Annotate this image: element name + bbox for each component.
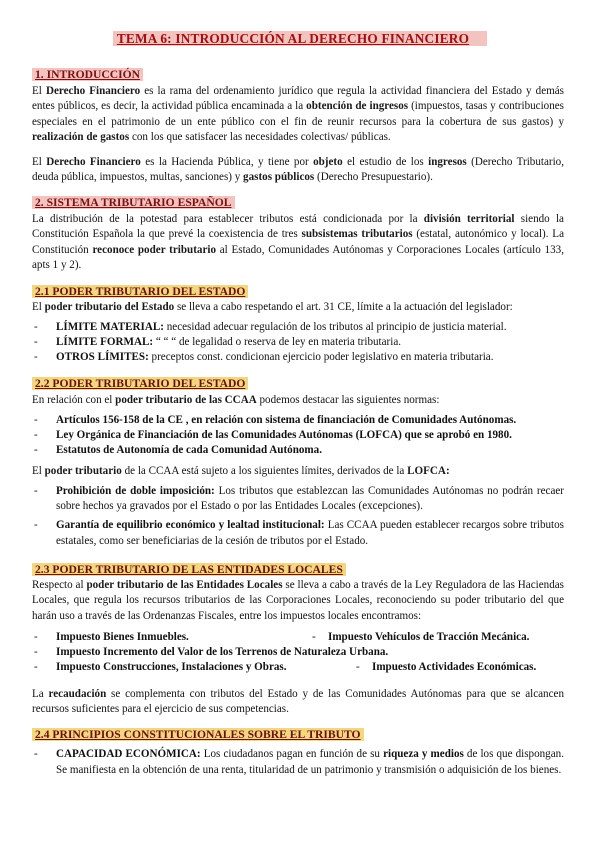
heading-principios-constitucionales: 2.4 PRINCIPIOS CONSTITUCIONALES SOBRE EL TRIBUTO — [32, 728, 364, 742]
list-item: - Ley Orgánica de Financiación de las Comunidades Autónomas (LOFCA) que se aprobó en 1980. — [32, 428, 564, 443]
list-limites-estado — [32, 320, 564, 366]
list-limites-ccaa — [32, 484, 564, 549]
list-item: - Artículos 156-158 de la CE , en relación con sistema de financiación de Comunidades Autónomas. — [32, 413, 564, 428]
paragraph-intro-2: El Derecho Financiero es la Hacienda Pública, y tiene por objeto el estudio de los ingresos (Derecho Tributario, deuda pública, impuestos, multas, sanciones) y gastos públicos (Derecho Presupuestario). — [32, 156, 564, 184]
paragraph-ccaa-intro: En relación con el poder tributario de las CCAA podemos destacar las siguientes normas: — [32, 394, 440, 406]
list-item: - OTROS LÍMITES: preceptos const. condicionan ejercicio poder legislativo en materia tributaria. — [32, 350, 564, 365]
list-item: - Estatutos de Autonomía de cada Comunidad Autónoma. — [32, 443, 564, 458]
list-item: - CAPACIDAD ECONÓMICA: Los ciudadanos pagan en función de su riqueza y medios de los que dispongan. Se manifiesta en la obtención de una renta, titularidad de un patrimonio y transmisión o adquisición de los bienes. — [32, 747, 564, 778]
list-principios — [32, 747, 564, 778]
list-normas-ccaa — [32, 413, 564, 459]
paragraph-sistema-tributario: La distribución de la potestad para establecer tributos está condicionada por la división territorial siendo la Constitución Española la que prevé la coexistencia de tres subsistemas tributarios (estatal, autonómico y local). La Constitución reconoce poder tributario al Estado, Comunidades Autónomas y Corporaciones Locales (artículo 133, apts 1 y 2). — [32, 213, 564, 272]
list-item: - LÍMITE FORMAL: “ “ “ de legalidad o reserva de ley en materia tributaria. — [32, 335, 564, 350]
list-impuestos-locales — [32, 630, 564, 676]
heading-poder-tributario-estado: 2.1 PODER TRIBUTARIO DEL ESTADO — [32, 285, 248, 299]
list-item: - Impuesto Incremento del Valor de los Terrenos de Naturaleza Urbana. — [32, 645, 564, 660]
list-item: - Prohibición de doble imposición: Los tributos que establezcan las Comunidades Autónomas no podrán recaer sobre hechos ya gravados por el Estado o por las Entidades Locales (excepciones). — [32, 484, 564, 514]
list-item: - Impuesto Construcciones, Instalaciones y Obras. - Impuesto Actividades Económicas. — [32, 660, 564, 675]
page-title: TEMA 6: INTRODUCCIÓN AL DERECHO FINANCIERO — [0, 30, 600, 48]
list-item: - Garantía de equilibrio económico y lealtad institucional: Las CCAA pueden establecer recargos sobre tributos estatales, como ser beneficiarias de la cesión de tributos por el Estado. — [32, 518, 564, 548]
paragraph-limites-lofca: El poder tributario de la CCAA está sujeto a los siguientes límites, derivados de la LOFCA: — [32, 465, 450, 477]
paragraph-entidades-locales: Respecto al poder tributario de las Entidades Locales se lleva a cabo a través de la Ley Reguladora de las Haciendas Locales, que regula los recursos tributarios de las Corporaciones Locales, reconociendo su poder tributario del que harán uso a través de las Ordenanzas Fiscales, entre los impuestos locales encontramos: — [32, 579, 564, 622]
paragraph-recaudacion: La recaudación se complementa con tributos del Estado y de las Comunidades Autónomas para que se alcancen recursos suficientes para el ejercicio de sus competencias. — [32, 688, 564, 716]
list-item: - LÍMITE MATERIAL: necesidad adecuar regulación de los tributos al principio de justicia material. — [32, 320, 564, 335]
heading-sistema-tributario: 2. SISTEMA TRIBUTARIO ESPAÑOL — [32, 196, 235, 210]
heading-introduccion: 1. INTRODUCCIÓN — [32, 68, 143, 82]
list-item: - Impuesto Bienes Inmuebles. - Impuesto Vehículos de Tracción Mecánica. — [32, 630, 564, 645]
paragraph-intro-1: El Derecho Financiero es la rama del ordenamiento jurídico que regula la actividad financiera del Estado y demás entes públicos, es decir, la actividad pública encaminada a la obtención de ingresos (impuestos, tasas y contribuciones especiales en el patrimonio de un ente público con el fin de reunir recursos para la cobertura de sus gastos) y realización de gastos con los que satisfacer las necesidades colectivas/ públicas. — [32, 85, 565, 144]
heading-poder-tributario-entidades-locales: 2.3 PODER TRIBUTARIO DE LAS ENTIDADES LOCALES — [32, 563, 346, 577]
paragraph-estado-intro: El poder tributario del Estado se lleva a cabo respetando el art. 31 CE, límite a la actuación del legislador: — [32, 301, 513, 313]
heading-poder-tributario-ccaa: 2.2 PODER TRIBUTARIO DEL ESTADO — [32, 377, 248, 391]
